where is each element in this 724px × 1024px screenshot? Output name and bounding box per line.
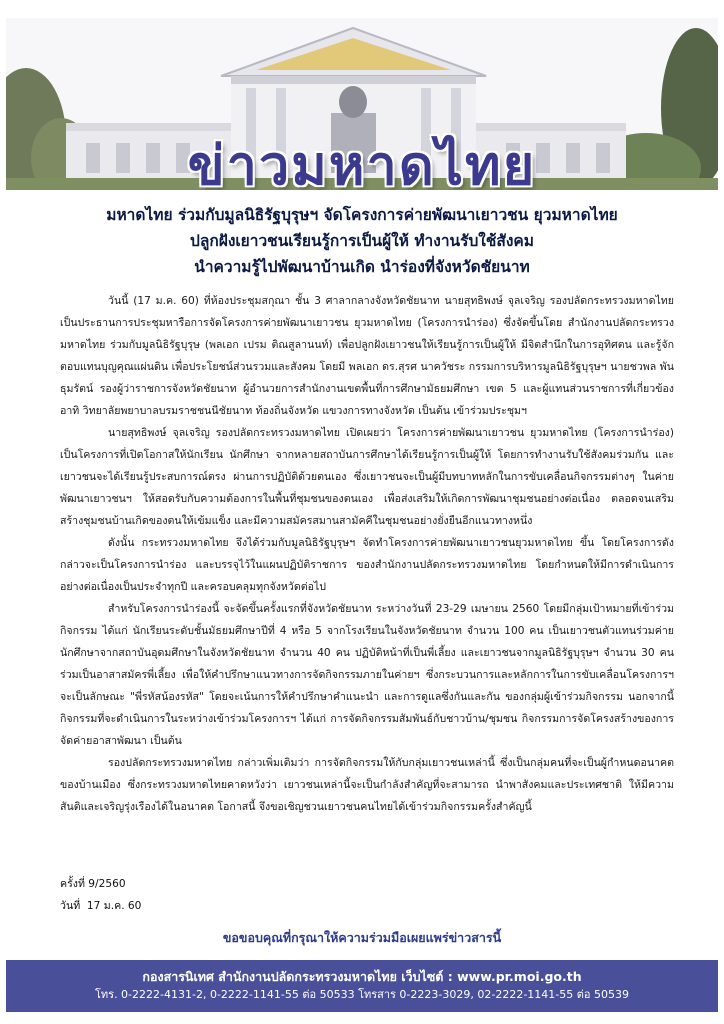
paragraph-5: รองปลัดกระทรวงมหาดไทย กล่าวเพิ่มเติมว่า การจัดกิจกรรมให้กับกลุ่มเยาวชนเหล่านี้ ซึ่งเป็นกลุ่มคนที่จะเป็นผู้กำหนดอนาคตของบ้านเมือง ซึ่งกระทรวงมหาดไทยคาดหวังว่า เยาวชนเหล่านี้จะเป็นกำลังสำคัญที่จะสามารถ นำพาสังคมและประเทศชาติ ให้มีความสันติและเจริญรุ่งเรืองได้ในอนาคต โอกาสนี้ จึงขอเชิญชวนเยาวชนคนไทยได้เข้าร่วมกิจกรรมครั้งสำคัญนี้ (60, 757, 674, 813)
issue-number: ครั้งที่ 9/2560 (60, 878, 126, 890)
paragraph-3: ดังนั้น กระทรวงมหาดไทย จึงได้ร่วมกับมูลนิธิรัฐบุรุษฯ จัดทำโครงการค่ายพัฒนาเยาวชนยุวมหาดไทย ขึ้น โดยโครงการดังกล่าวจะเป็นโครงการนำร่อง และบรรจุไว้ในแผนปฏิบัติราชการ ของสำนักงานปลัดกระทรวงมหาดไทย โดยกำหนดให้มีการดำเนินการอย่างต่อเนื่องเป็นประจำทุกปี และครอบคลุมทุกจังหวัดต่อไป (60, 537, 674, 593)
paragraph-4: สำหรับโครงการนำร่องนี้ จะจัดขึ้นครั้งแรกที่จังหวัดชัยนาท ระหว่างวันที่ 23-29 เมษายน 2560 โดยมีกลุ่มเป้าหมายที่เข้าร่วมกิจกรรม ได้แก่ นักเรียนระดับชั้นมัธยมศึกษาปีที่ 4 หรือ 5 จากโรงเรียนในจังหวัดชัยนาท จำนวน 100 คน เป็นเยาวชนตัวแทนร่วมค่าย นักศึกษาจากสถาบันอุดมศึกษาในจังหวัดชัยนาท จำนวน 40 คน ปฏิบัติหน้าที่เป็นพี่เลี้ยง และเยาวชนจากมูลนิธิรัฐบุรุษฯ จำนวน 30 คน ร่วมเป็นอาสาสมัครพี่เลี้ยง เพื่อให้คำปรึกษาแนวทางการจัดกิจกรรมภายในค่ายฯ ซึ่งกระบวนการและหลักการในการขับเคลื่อนโครงการฯ จะเป็นลักษณะ "พี่รหัสน้องรหัส" โดยจะเน้นการให้คำปรึกษาคำแนะนำ และการดูแลซึ่งกันและกัน ของกลุ่มผู้เข้าร่วมกิจกรรม นอกจากนี้ กิจกรรมที่จะดำเนินการในระหว่างเข้าร่วมโครงการฯ ได้แก่ การจัดกิจกรรมสัมพันธ์กับชาวบ้าน/ชุมชน กิจกรรมการจัดโครงสร้างของการจัดค่ายอาสาพัฒนา เป็นต้น (60, 603, 674, 747)
paragraph-1: วันนี้ (17 ม.ค. 60) ที่ห้องประชุมสกุณา ชั้น 3 ศาลากลางจังหวัดชัยนาท นายสุทธิพงษ์ จุลเจริญ รองปลัดกระทรวงมหาดไทย เป็นประธานการประชุมหารือการจัดโครงการค่ายพัฒนาเยาวชน ยุวมหาดไทย (โครงการนำร่อง) ซึ่งจัดขึ้นโดย สำนักงานปลัดกระทรวงมหาดไทย ร่วมกับมูลนิธิรัฐบุรุษ (พลเอก เปรม ติณสูลานนท์) เพื่อปลูกฝังเยาวชนให้เรียนรู้การเป็นผู้ให้ มีจิตสำนึกในการอุทิศตน และรู้จักตอบแทนบุญคุณแผ่นดิน เพื่อประโยชน์ส่วนรวมและสังคม โดยมี พลเอก ดร.สุรศ นาควัชระ กรรมการบริหารมูลนิธิรัฐบุรุษฯ นายชวพล พันธุมรัตน์ รองผู้ว่าราชการจังหวัดชัยนาท ผู้อำนวยการสำนักงานเขตพื้นที่การศึกษามัธยมศึกษา เขต 5 และผู้แทนส่วนราชการที่เกี่ยวข้อง อาทิ วิทยาลัยพยาบาลบรมราชชนนีชัยนาท ท้องถิ่นจังหวัด แขวงการทางจังหวัด เป็นต้น เข้าร่วมประชุมฯ (60, 295, 674, 417)
banner-title: ข่าวมหาดไทย (187, 134, 537, 190)
headline-line-2: ปลูกฝังเยาวชนเรียนรู้การเป็นผู้ให้ ทำงานรับใช้สังคม (190, 232, 534, 250)
news-body (60, 290, 674, 818)
paragraph-2: นายสุทธิพงษ์ จุลเจริญ รองปลัดกระทรวงมหาดไทย เปิดเผยว่า โครงการค่ายพัฒนาเยาวชน ยุวมหาดไทย (โครงการนำร่อง) เป็นโครงการที่เปิดโอกาสให้นักเรียน นักศึกษา จากหลายสถาบันการศึกษาได้เรียนรู้การเป็นผู้ให้ โดยการทำงานรับใช้สังคมร่วมกัน และเยาวชนจะได้เรียนรู้ประสบการณ์ตรง ผ่านการปฏิบัติด้วยตนเอง ซึ่งเยาวชนจะเป็นผู้มีบทบาทหลักในการขับเคลื่อนกิจกรรมต่างๆ ในค่ายพัฒนาเยาวชนฯ ให้สอดรับกับความต้องการในพื้นที่ชุมชนของตนเอง เพื่อส่งเสริมให้เกิดการพัฒนาชุมชนอย่างต่อเนื่อง ตลอดจนเสริมสร้างชุมชนบ้านเกิดของตนให้เข้มแข็ง และมีความสมัครสมานสามัคคีในชุมชนอย่างยั่งยืนอีกแนวทางหนึ่ง (60, 427, 674, 527)
thanks-note: ขอขอบคุณที่กรุณาให้ความร่วมมือเผยแพร่ข่าวสารนี้ (222, 930, 502, 945)
footer-bar (6, 960, 718, 1012)
issue-date: วันที่ 17 ม.ค. 60 (60, 900, 142, 912)
issue-meta (60, 873, 141, 917)
headline-line-3: นำความรู้ไปพัฒนาบ้านเกิด นำร่องที่จังหวัดชัยนาท (194, 258, 530, 276)
footer-contact-numbers: โทร. 0-2222-4131-2, 0-2222-1141-55 ต่อ 50533 โทรสาร 0-2223-3029, 02-2222-1141-55 ต่อ 50539 (95, 988, 629, 1001)
news-headline (40, 202, 684, 280)
footer-office-website: กองสารนิเทศ สำนักงานปลัดกระทรวงมหาดไทย เว็บไซต์ : www.pr.moi.go.th (142, 969, 582, 984)
headline-line-1: มหาดไทย ร่วมกับมูลนิธิรัฐบุรุษฯ จัดโครงการค่ายพัฒนาเยาวชน ยุวมหาดไทย (106, 206, 618, 224)
header-banner (6, 18, 718, 190)
